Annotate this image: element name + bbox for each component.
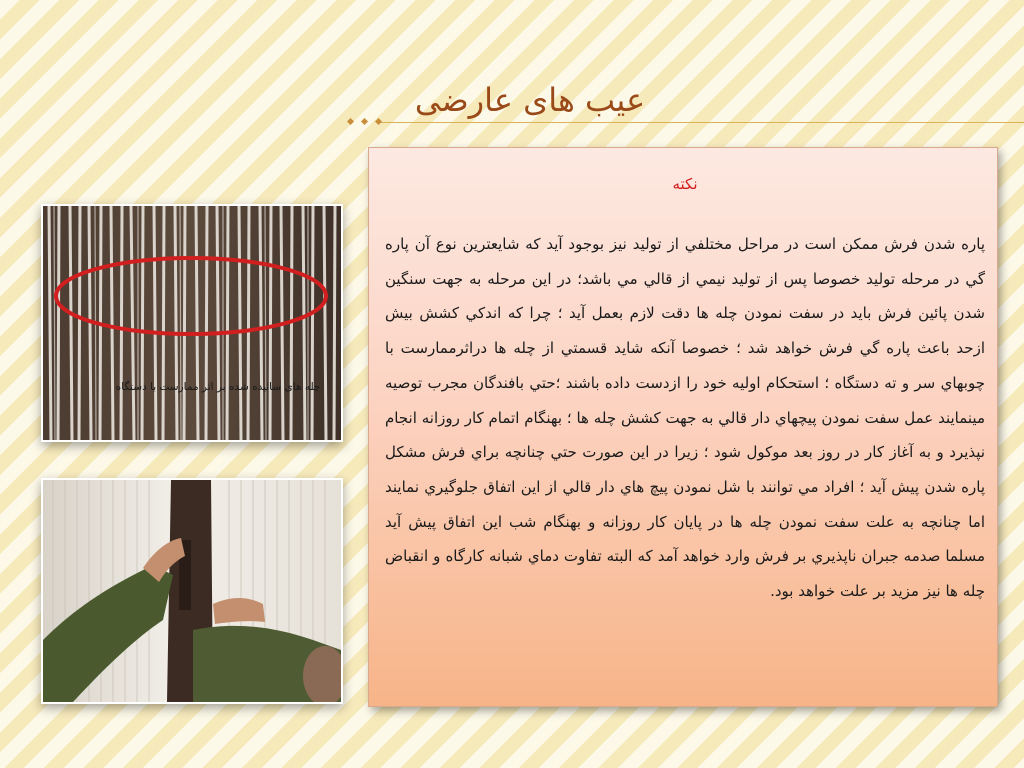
weaver-hands-illustration (43, 480, 341, 702)
slide-title: عیب های عارضی (414, 81, 646, 119)
note-body: پاره شدن فرش ممکن است در مراحل مختلفي از توليد نيز بوجود آيد که شايعترين نوع آن پاره گي در مرحله توليد خصوصا پس از توليد نيمي از قالي مي باشد؛ در اين مرحله به جهت سنگين شدن پائين فرش بايد در سفت نمودن چله ها دقت لازم بعمل آيد ؛ چرا که اندکي کشش بيش ازحد باعث پاره گي فرش خواهد شد ؛ خصوصا آنکه شايد قسمتي از چله ها دراثرممارست با چوبهاي سر و ته دستگاه ؛ استحکام اوليه خود را ازدست داده باشند ؛حتي بافندگان مجرب توصيه مينمايند عمل سفت نمودن پيچهاي دار قالي به جهت کشش چله ها ؛ بهنگام اتمام کار روزانه انجام نپذيرد و به آغاز کار در روز بعد موکول شود ؛ زيرا در اين صورت حتي چنانچه براي فرش مشکل پاره شدن پيش آيد ؛ افراد مي توانند با شل نمودن پيچ هاي دار قالي از اين اتفاق جلوگيري نمايند اما چنانچه به علت سفت نمودن چله ها در پايان کار روزانه و بهنگام شب اين اتفاق پيش آيد مسلما صدمه جبران ناپذيري بر فرش وارد خواهد آمد که البته تفاوت دماي شبانه کارگاه و انقباض چله ها نيز مزيد بر علت خواهد بود. (385, 235, 985, 601)
note-textbox (368, 147, 998, 707)
title-ornament (340, 115, 460, 129)
title-underline (380, 122, 1024, 123)
note-heading: نکته (672, 175, 698, 193)
worn-warp-threads-photo (41, 204, 343, 442)
weaver-hands-photo (41, 478, 343, 704)
photo-caption: چله های سائیده شده بر اثر ممارست با دستگاه (115, 381, 321, 393)
warp-threads-illustration (43, 206, 341, 440)
